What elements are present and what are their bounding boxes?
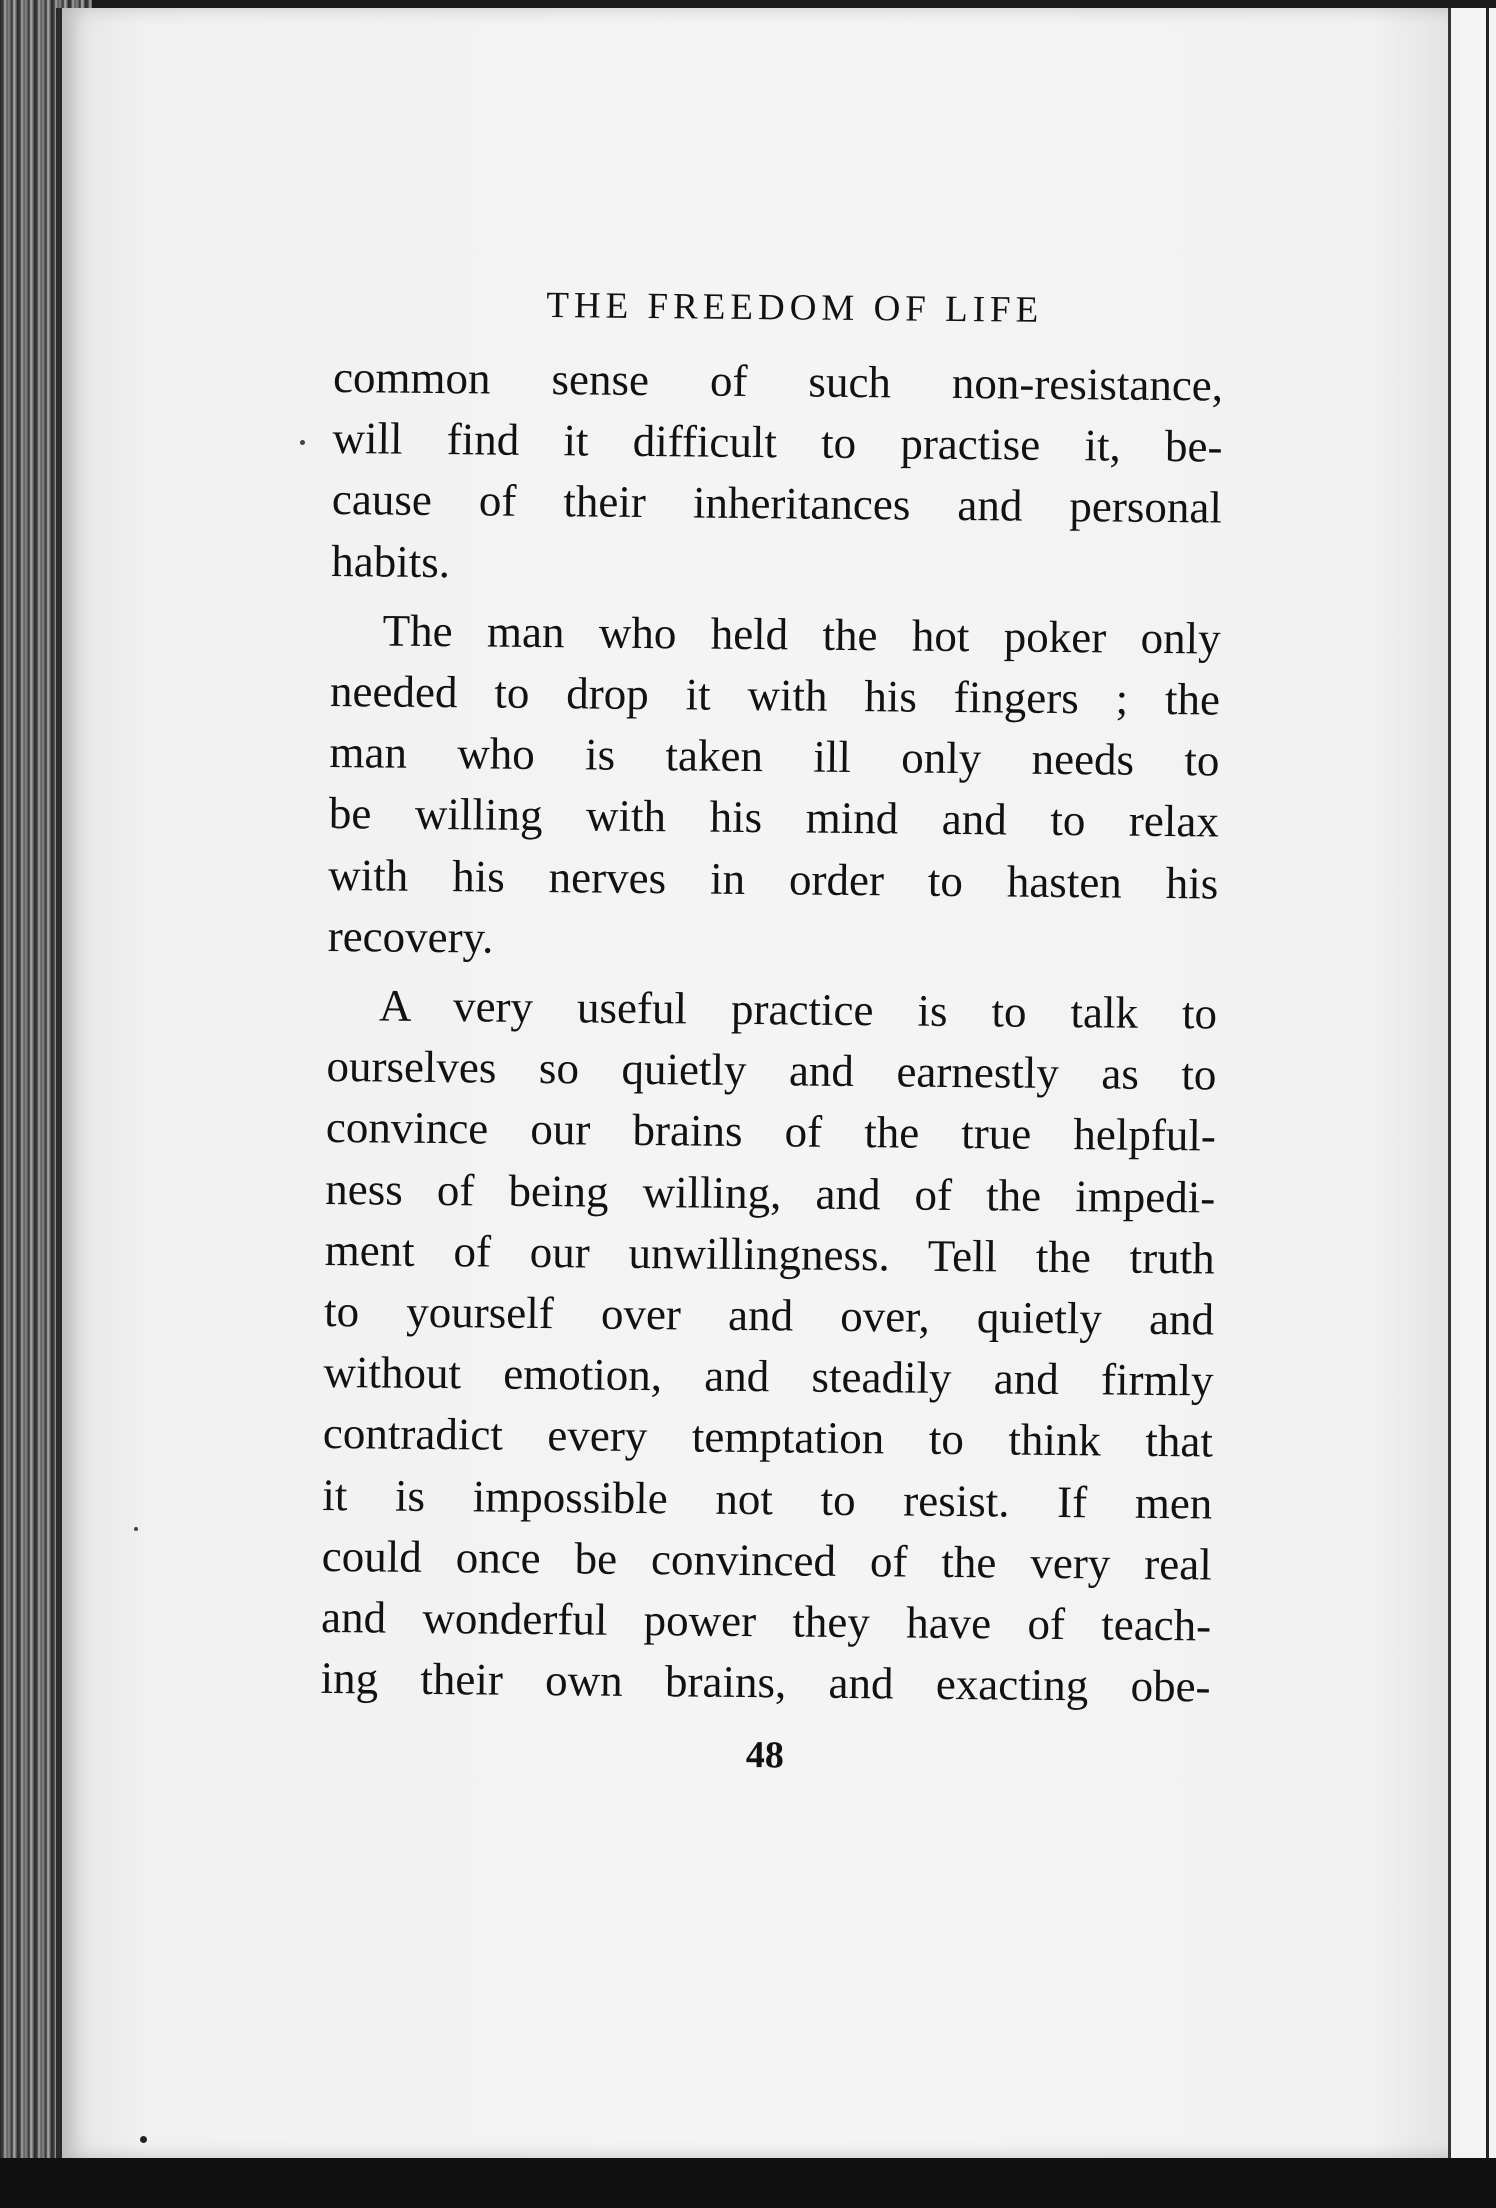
text-line: ourselves so quietly and earnestly as to [326,1041,1217,1100]
paper-speck [134,1527,138,1531]
page-number: 48 [745,1734,785,1777]
text-line: needed to drop it with his fingers ; the [329,665,1221,725]
text-line: A very useful practice is to talk to [378,980,1218,1039]
text-line: without emotion, and steadily and firmly [323,1347,1214,1406]
text-line: ness of being willing, and of the impedi- [325,1163,1216,1223]
text-line: it is impossible not to resist. If men [322,1469,1213,1529]
text-line: habits. [331,535,451,587]
paragraph-3 [320,975,1217,1718]
text-line: be willing with his mind and to relax [328,788,1220,847]
running-head: THE FREEDOM OF LIFE [546,285,1044,331]
text-line: cause of their inheritances and personal [331,474,1223,533]
text-line: ing their own brains, and exacting obe- [320,1653,1211,1712]
text-line: man who is taken ill only needs to [329,727,1220,786]
text-line: contradict every temptation to think that [322,1408,1214,1467]
text-line: to yourself over and over, quietly and [323,1286,1215,1345]
text-line: will find it difficult to practise it, be- [332,413,1223,472]
text-block [320,282,1224,1782]
text-line: common sense of such non-resistance, [332,351,1224,411]
text-line: recovery. [327,910,494,963]
paper-speck [300,440,305,445]
text-line: could once be convinced of the very real [321,1530,1212,1590]
scan-bottom-border [0,2158,1496,2208]
right-outer-rule [1486,8,1489,2158]
paragraph-1 [331,347,1223,600]
paragraph-2 [327,600,1220,976]
text-line: ment of our unwillingness. Tell the truth [324,1224,1215,1284]
text-line: with his nerves in order to hasten his [328,849,1219,909]
text-line: and wonderful power they have of teach- [320,1592,1212,1651]
text-line: The man who held the hot poker only [382,605,1221,664]
text-line: convince our brains of the true helpful- [325,1102,1217,1161]
paper-speck [140,2136,147,2143]
right-margin-strip [1451,8,1496,2158]
